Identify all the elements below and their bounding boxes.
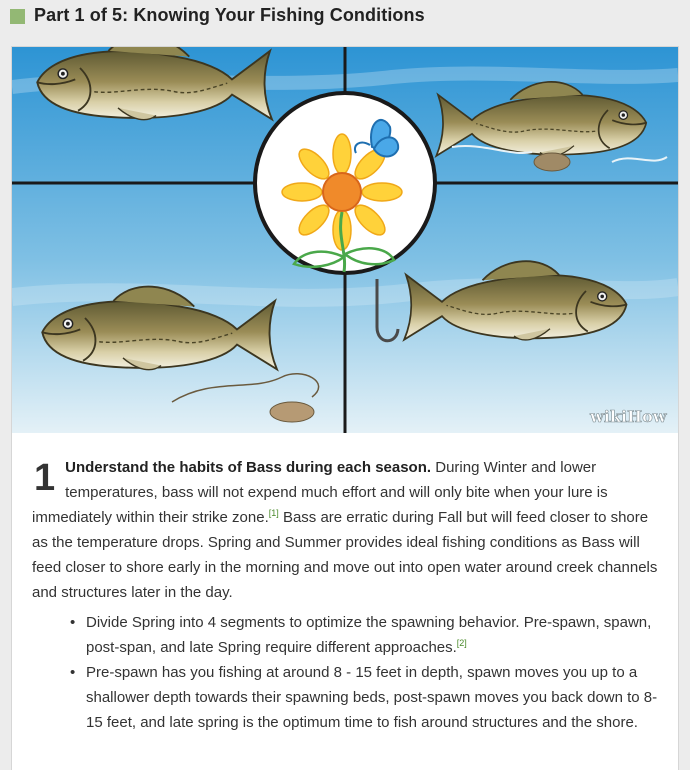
step-number: 1 [34, 457, 56, 499]
bass-seasons-illustration [12, 47, 678, 433]
bullet-item [68, 610, 668, 660]
section-marker [10, 9, 25, 24]
reference-link-2[interactable]: [2] [456, 638, 467, 648]
step-body-1: During Winter and lower temperatures, bass will not expend much effort and will only bite when your lure is immediately within their strike zone. [32, 459, 608, 526]
step-text [32, 455, 664, 605]
section-title: Part 1 of 5: Knowing Your Fishing Conditions [34, 5, 425, 25]
bullet-text: Divide Spring into 4 segments to optimize the spawning behavior. Pre-spawn, spawn, post-span, and late Spring require different approaches. [86, 614, 652, 656]
step-card [11, 46, 679, 770]
bullet-icon: • [70, 614, 76, 631]
step-heading: Understand the habits of Bass during each season. [65, 459, 432, 476]
bullet-item [68, 660, 668, 735]
reference-link-1[interactable]: [1] [268, 508, 279, 518]
step-bullets [68, 610, 668, 735]
section-header [0, 0, 690, 36]
bullet-text: Pre-spawn has you fishing at around 8 - 15 feet in depth, spawn moves you up to a shallower depth towards their spawning beds, post-spawn moves you back down to 8-15 feet, and late spring is the optimum time to fish around structures and the shore. [86, 664, 658, 731]
step-body-2: Bass are erratic during Fall but will feed closer to shore as the temperature drops. Spring and Summer provides ideal fishing conditions as Bass will feed closer to shore early in the morning and move out into open water around creek channels and structures later in the day. [32, 509, 658, 601]
bullet-icon: • [70, 664, 76, 681]
step-illustration[interactable] [12, 47, 678, 433]
watermark-text: wikiHow [590, 407, 667, 426]
